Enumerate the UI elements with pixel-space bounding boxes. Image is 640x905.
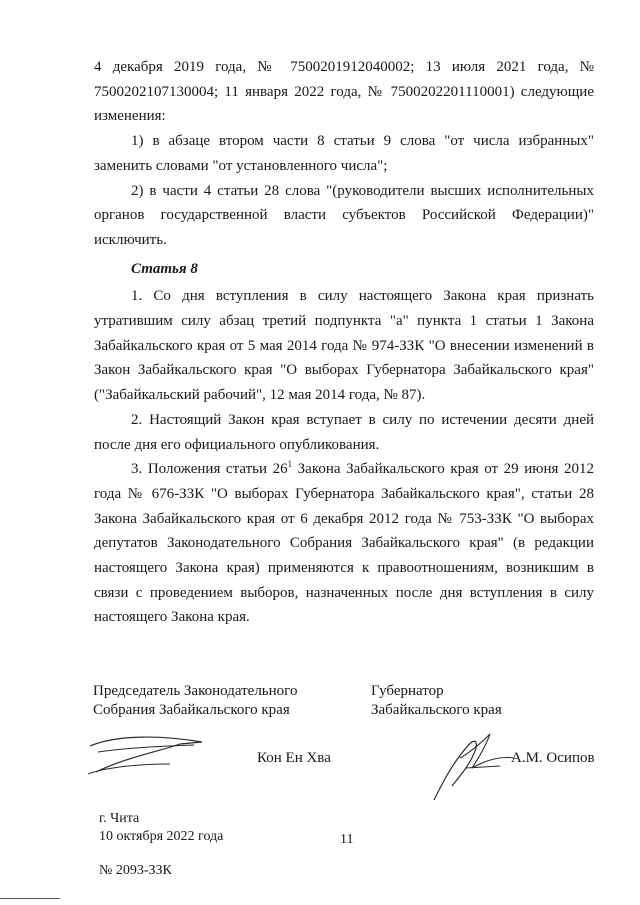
city: г. Чита xyxy=(99,811,140,826)
scan-edge-line xyxy=(0,898,60,899)
chairman-title xyxy=(93,682,297,720)
governor-title-line-2: Забайкальского края xyxy=(371,702,502,718)
amendment-item-2: 2) в части 4 статьи 28 слова "(руководители высших исполнительных органов государственной власти субъектов Российской Федерации)" исключить. xyxy=(94,182,594,248)
article-item-2: 2. Настоящий Закон края вступает в силу по истечении десяти дней после дня его официального опубликования. xyxy=(94,411,594,453)
chairman-title-line-1: Председатель Законодательного xyxy=(93,683,298,699)
chairman-signature xyxy=(84,728,214,780)
article-item-3-rest: Закона Забайкальского края от 29 июня 2012 года № 676-ЗЗК "О выборах Губернатора Забайкальского края", статьи 28 Закона Забайкальского края от 6 декабря 2012 года № 753-ЗЗК "О выборах депутатов Законодательного Собрания Забайкальского края" (в редакции настоящего Закона края) применяются к правоотношениям, возникшим в связи с проведением выборов, назначенных после дня вступления в силу настоящего Закона края. xyxy=(94,461,594,626)
amendment-item-1: 1) в абзаце втором части 8 статьи 9 слова "от числа избранных" заменить словами "от установленного числа"; xyxy=(94,133,594,174)
article-heading: Статья 8 xyxy=(131,260,198,277)
superscript-mark: 1 xyxy=(287,459,293,470)
governor-title xyxy=(371,682,502,720)
governor-name: А.М. Осипов xyxy=(511,750,595,766)
law-body-text xyxy=(94,55,594,630)
governor-signature xyxy=(430,728,520,804)
governor-title-line-1: Губернатор xyxy=(371,683,444,699)
article-item-3 xyxy=(94,457,594,630)
place-and-date xyxy=(99,810,223,846)
chairman-title-line-2: Собрания Забайкальского края xyxy=(93,702,290,718)
page-number: 11 xyxy=(340,832,354,847)
law-number: № 2093-ЗЗК xyxy=(99,863,172,878)
signing-date: 10 октября 2022 года xyxy=(99,829,224,844)
article-item-1: 1. Со дня вступления в силу настоящего Закона края признать утратившим силу абзац третий подпункта "а" пункта 1 статьи 1 Закона Забайкальского края от 5 мая 2014 года № 974-ЗЗК "О внесении изменений в Закон Забайкальского края "О выборах Губернатора Забайкальского края" ("Забайкальский рабочий", 12 мая 2014 года, № 87). xyxy=(94,288,594,404)
chairman-name: Кон Ен Хва xyxy=(257,750,331,766)
article-item-3-start: 3. Положения статьи 26 xyxy=(131,461,288,478)
paragraph-continuation: 4 декабря 2019 года, № 7500201912040002; 13 июля 2021 года, № 7500202107130004; 11 января 2022 года, № 7500202201110001) следующие изменения: xyxy=(94,59,594,125)
